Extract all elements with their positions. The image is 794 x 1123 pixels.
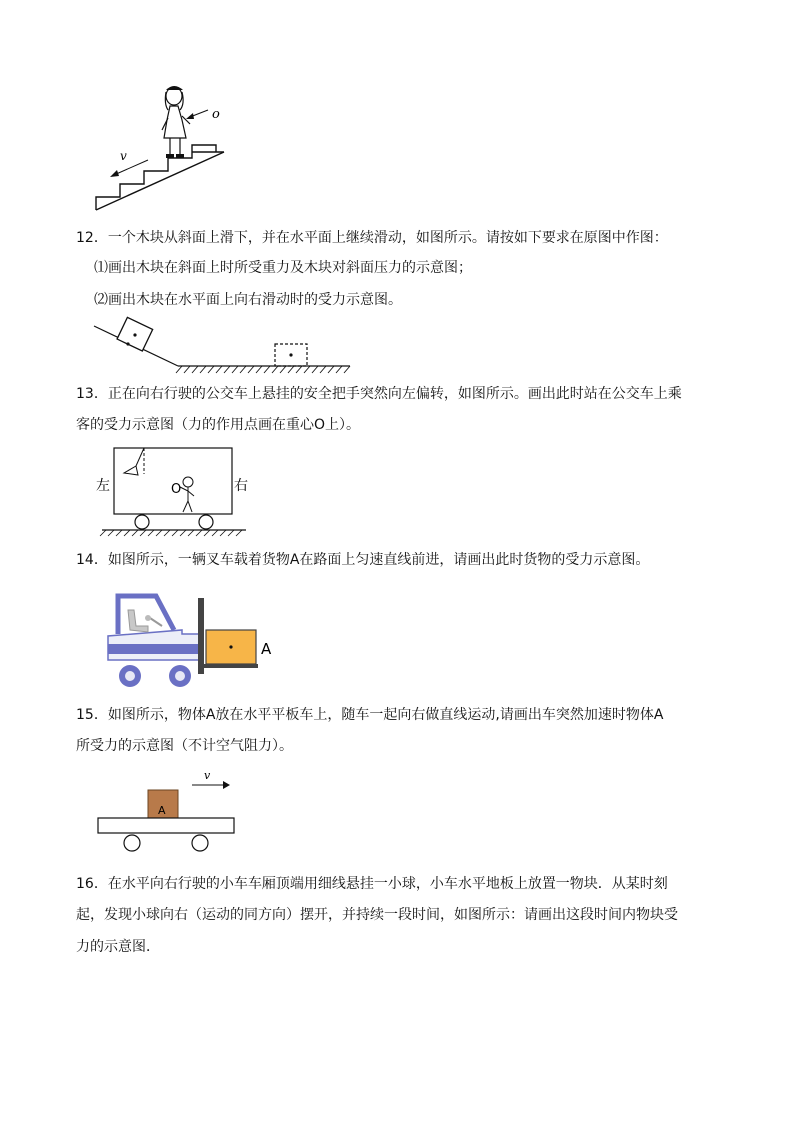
figure-bus <box>94 440 254 540</box>
figure-incline-block <box>90 314 355 376</box>
label-block-a: A <box>158 804 166 817</box>
q16-line1: 16．在水平向右行驶的小车车厢顶端用细线悬挂一小球，小车水平地板上放置一物块．从某时刻 <box>76 876 668 892</box>
q12-sub2: ⑵画出木块在水平面上向右滑动时的受力示意图。 <box>94 292 402 308</box>
q15-line1: 15．如图所示，物体A放在水平平板车上，随车一起向右做直线运动,请画出车突然加速时物体A <box>76 707 664 723</box>
q15-line2: 所受力的示意图（不计空气阻力）。 <box>76 738 293 754</box>
q13-line1: 13．正在向右行驶的公交车上悬挂的安全把手突然向左偏转，如图所示。画出此时站在公交车上乘 <box>76 386 682 402</box>
label-cargo-a: A <box>261 640 272 658</box>
label-velocity: v <box>204 769 211 782</box>
label-left: 左 <box>96 478 110 494</box>
q16-line2: 起，发现小球向右（运动的同方向）摆开，并持续一段时间，如图所示：请画出这段时间内物块受 <box>76 907 678 923</box>
q16-line3: 力的示意图． <box>76 939 160 955</box>
q14-line1: 14．如图所示，一辆叉车载着货物A在路面上匀速直线前进，请画出此时货物的受力示意图。 <box>76 552 650 568</box>
label-v: v <box>120 149 127 163</box>
q12-stem: 12．一个木块从斜面上滑下，并在水平面上继续滑动，如图所示。请按如下要求在原图中作图： <box>76 230 668 246</box>
q12-sub1: ⑴画出木块在斜面上时所受重力及木块对斜面压力的示意图； <box>94 260 472 276</box>
figure-forklift <box>104 588 284 692</box>
figure-escalator-girl <box>90 80 240 215</box>
q13-line2: 客的受力示意图（力的作用点画在重心O上）。 <box>76 417 361 433</box>
label-o-centre: O <box>171 482 182 497</box>
label-o: o <box>212 107 220 122</box>
label-right: 右 <box>234 478 248 494</box>
figure-flatbed-cart <box>96 766 241 858</box>
